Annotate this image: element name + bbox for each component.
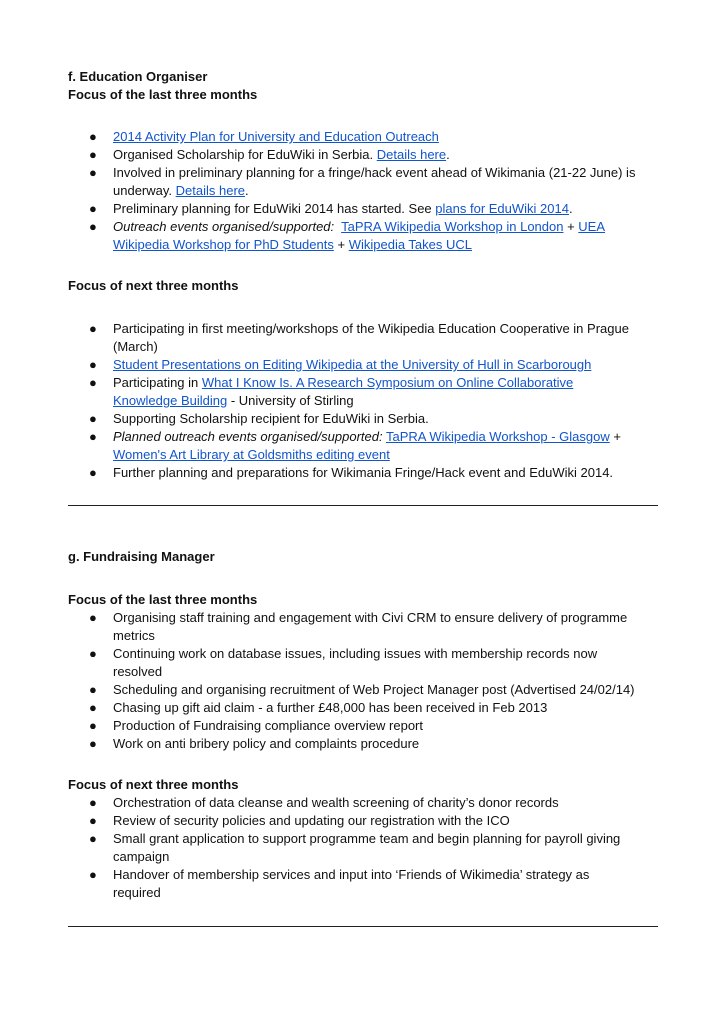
womens-art-library-link[interactable]: Women's Art Library at Goldsmiths editing event	[113, 447, 390, 462]
tapra-glasgow-link[interactable]: TaPRA Wikipedia Workshop - Glasgow	[385, 429, 610, 444]
student-presentations-link[interactable]: Student Presentations on Editing Wikipedia at the University of Hull in Scarborough	[113, 357, 592, 372]
wikipedia-takes-ucl-link[interactable]: Wikipedia Takes UCL	[348, 237, 473, 252]
list-item	[113, 428, 621, 464]
item-text: Organising staff training and engagement with Civi CRM to ensure delivery of programme	[113, 610, 628, 625]
item-text: Preliminary planning for EduWiki 2014 has started. See	[113, 201, 436, 216]
plus-separator: +	[609, 429, 621, 444]
item-text: - University of Stirling	[227, 393, 354, 408]
bullet-icon: ●	[89, 375, 97, 390]
bullet-icon: ●	[89, 718, 97, 733]
list-item	[113, 128, 439, 146]
item-text: .	[568, 201, 573, 216]
bullet-icon: ●	[89, 736, 97, 751]
bullet-icon: ●	[89, 201, 97, 216]
item-text: Continuing work on database issues, including issues with membership records now	[113, 646, 598, 661]
uea-workshop-link-cont[interactable]: Wikipedia Workshop for PhD Students	[113, 237, 334, 252]
list-item	[113, 320, 629, 356]
bullet-icon: ●	[89, 465, 97, 480]
list-item: Scheduling and organising recruitment of Web Project Manager post (Advertised 24/02/14)	[113, 682, 635, 697]
bullet-icon: ●	[89, 165, 97, 180]
uea-workshop-link[interactable]: UEA	[578, 219, 606, 234]
list-item	[113, 164, 635, 200]
section-heading-education: f. Education Organiser	[68, 69, 208, 84]
list-item	[113, 645, 597, 681]
list-item	[113, 609, 627, 645]
section-divider	[68, 926, 658, 927]
activity-plan-link[interactable]: 2014 Activity Plan for University and Education Outreach	[113, 129, 439, 144]
bullet-icon: ●	[89, 610, 97, 625]
list-item	[113, 218, 605, 254]
bullet-icon: ●	[89, 700, 97, 715]
item-text: Further planning and preparations for Wikimania Fringe/Hack event and EduWiki 2014.	[113, 465, 614, 480]
eduwiki-plans-link[interactable]: plans for EduWiki 2014	[435, 201, 569, 216]
bullet-icon: ●	[89, 321, 97, 336]
item-text: .	[446, 147, 450, 162]
section-heading-fundraising: g. Fundraising Manager	[68, 549, 215, 564]
item-text: Involved in preliminary planning for a fringe/hack event ahead of Wikimania (21-22 June) is	[113, 165, 636, 180]
tapra-london-link[interactable]: TaPRA Wikipedia Workshop in London	[341, 219, 564, 234]
list-item	[113, 830, 620, 866]
item-text: required	[113, 885, 161, 900]
list-item: Production of Fundraising compliance overview report	[113, 718, 423, 733]
item-label: Outreach events organised/supported:	[113, 219, 335, 234]
subheading-next-three-months: Focus of next three months	[68, 278, 239, 293]
bullet-icon: ●	[89, 357, 97, 372]
item-text: (March)	[113, 339, 158, 354]
item-text: Supporting Scholarship recipient for EduWiki in Serbia.	[113, 411, 429, 426]
plus-separator: +	[563, 219, 579, 234]
bullet-icon: ●	[89, 411, 97, 426]
symposium-link[interactable]: What I Know Is. A Research Symposium on Online Collaborative	[201, 375, 574, 390]
item-text: underway.	[113, 183, 176, 198]
list-item	[113, 866, 589, 902]
bullet-icon: ●	[89, 429, 97, 444]
list-item: Work on anti bribery policy and complaints procedure	[113, 736, 420, 751]
bullet-icon: ●	[89, 682, 97, 697]
plus-separator: +	[333, 237, 349, 252]
details-link[interactable]: Details here	[376, 147, 447, 162]
item-text: Participating in first meeting/workshops of the Wikipedia Education Cooperative in Prague	[113, 321, 629, 336]
item-text: Organised Scholarship for EduWiki in Serbia.	[113, 147, 377, 162]
list-item	[113, 146, 450, 164]
item-text: campaign	[113, 849, 170, 864]
list-item	[113, 356, 591, 374]
item-text: Participating in	[113, 375, 202, 390]
list-item	[113, 410, 429, 428]
bullet-icon: ●	[89, 219, 97, 234]
item-text: resolved	[113, 664, 163, 679]
item-text: Small grant application to support programme team and begin planning for payroll giving	[113, 831, 621, 846]
section-divider	[68, 505, 658, 506]
subheading-last-three-months: Focus of the last three months	[68, 87, 258, 102]
subheading-last-three-months: Focus of the last three months	[68, 592, 258, 607]
list-item	[113, 374, 573, 410]
subheading-next-three-months: Focus of next three months	[68, 777, 239, 792]
bullet-icon: ●	[89, 795, 97, 810]
bullet-icon: ●	[89, 813, 97, 828]
list-item	[113, 464, 613, 482]
bullet-icon: ●	[89, 867, 97, 882]
item-text: .	[245, 183, 249, 198]
item-label: Planned outreach events organised/supported:	[113, 429, 383, 444]
list-item: Chasing up gift aid claim - a further £48,000 has been received in Feb 2013	[113, 700, 548, 715]
list-item: Review of security policies and updating our registration with the ICO	[113, 813, 510, 828]
details-link[interactable]: Details here	[175, 183, 246, 198]
bullet-icon: ●	[89, 646, 97, 661]
bullet-icon: ●	[89, 129, 97, 144]
symposium-link-cont[interactable]: Knowledge Building	[113, 393, 228, 408]
list-item	[113, 200, 573, 218]
list-item: Orchestration of data cleanse and wealth screening of charity’s donor records	[113, 795, 559, 810]
bullet-icon: ●	[89, 831, 97, 846]
bullet-icon: ●	[89, 147, 97, 162]
item-text: metrics	[113, 628, 155, 643]
item-text: Handover of membership services and input into ‘Friends of Wikimedia’ strategy as	[113, 867, 590, 882]
